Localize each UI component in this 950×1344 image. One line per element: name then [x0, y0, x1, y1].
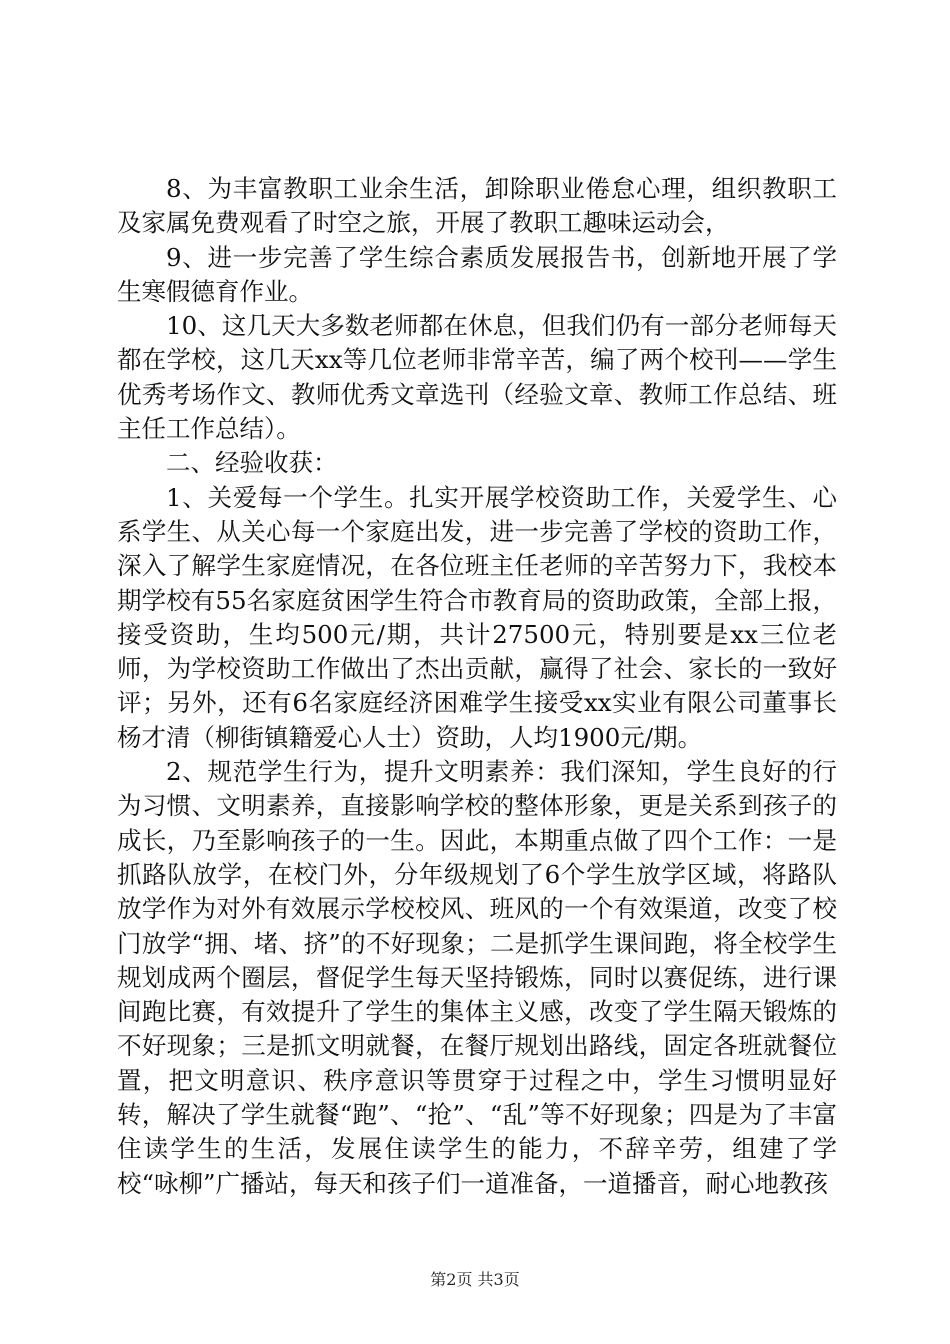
paragraph-item-9: 9、进一步完善了学生综合素质发展报告书，创新地开展了学生寒假德育作业。	[117, 242, 837, 306]
page-number-footer: 第2页 共3页	[430, 1270, 520, 1289]
section-heading-experience: 二、经验收获：	[166, 448, 338, 478]
paragraph-item-8: 8、为丰富教职工业余生活，卸除职业倦怠心理，组织教职工及家属免费观看了时空之旅，开展了教职工趣味运动会，	[117, 174, 837, 238]
document-body	[117, 172, 837, 1201]
paragraph-experience-2: 2、规范学生行为，提升文明素养：我们深知，学生良好的行为习惯、文明素养，直接影响学校的整体形象，更是关系到孩子的成长，乃至影响孩子的一生。因此，本期重点做了四个工作：一是抓路队放学，在校门外，分年级规划了6个学生放学区域，将路队放学作为对外有效展示学校校风、班风的一个有效渠道，改变了校门放学“拥、堵、挤”的不好现象；二是抓学生课间跑，将全校学生规划成两个圈层，督促学生每天坚持锻炼，同时以赛促练，进行课间跑比赛，有效提升了学生的集体主义感，改变了学生隔天锻炼的不好现象；三是抓文明就餐，在餐厅规划出路线，固定各班就餐位置，把文明意识、秩序意识等贯穿于过程之中，学生习惯明显好转，解决了学生就餐“跑”、“抢”、“乱”等不好现象；四是为了丰富住读学生的生活，发展住读学生的能力，不辞辛劳，组建了学校“咏柳”广播站，每天和孩子们一道准备，一道播音，耐心地教孩	[117, 757, 837, 1198]
paragraph-experience-1: 1、关爱每一个学生。扎实开展学校资助工作，关爱学生、心系学生、从关心每一个家庭出发，进一步完善了学校的资助工作，深入了解学生家庭情况，在各位班主任老师的辛苦努力下，我校本期学校有55名家庭贫困学生符合市教育局的资助政策，全部上报，接受资助，生均500元/期，共计27500元，特别要是xx三位老师，为学校资助工作做出了杰出贡献，赢得了社会、家长的一致好评；另外，还有6名家庭经济困难学生接受xx实业有限公司董事长杨才清（柳街镇籍爱心人士）资助，人均1900元/期。	[117, 482, 837, 752]
paragraph-item-10: 10、这几天大多数老师都在休息，但我们仍有一部分老师每天都在学校，这几天xx等几位老师非常辛苦，编了两个校刊——学生优秀考场作文、教师优秀文章选刊（经验文章、教师工作总结、班主任工作总结）。	[117, 311, 837, 444]
